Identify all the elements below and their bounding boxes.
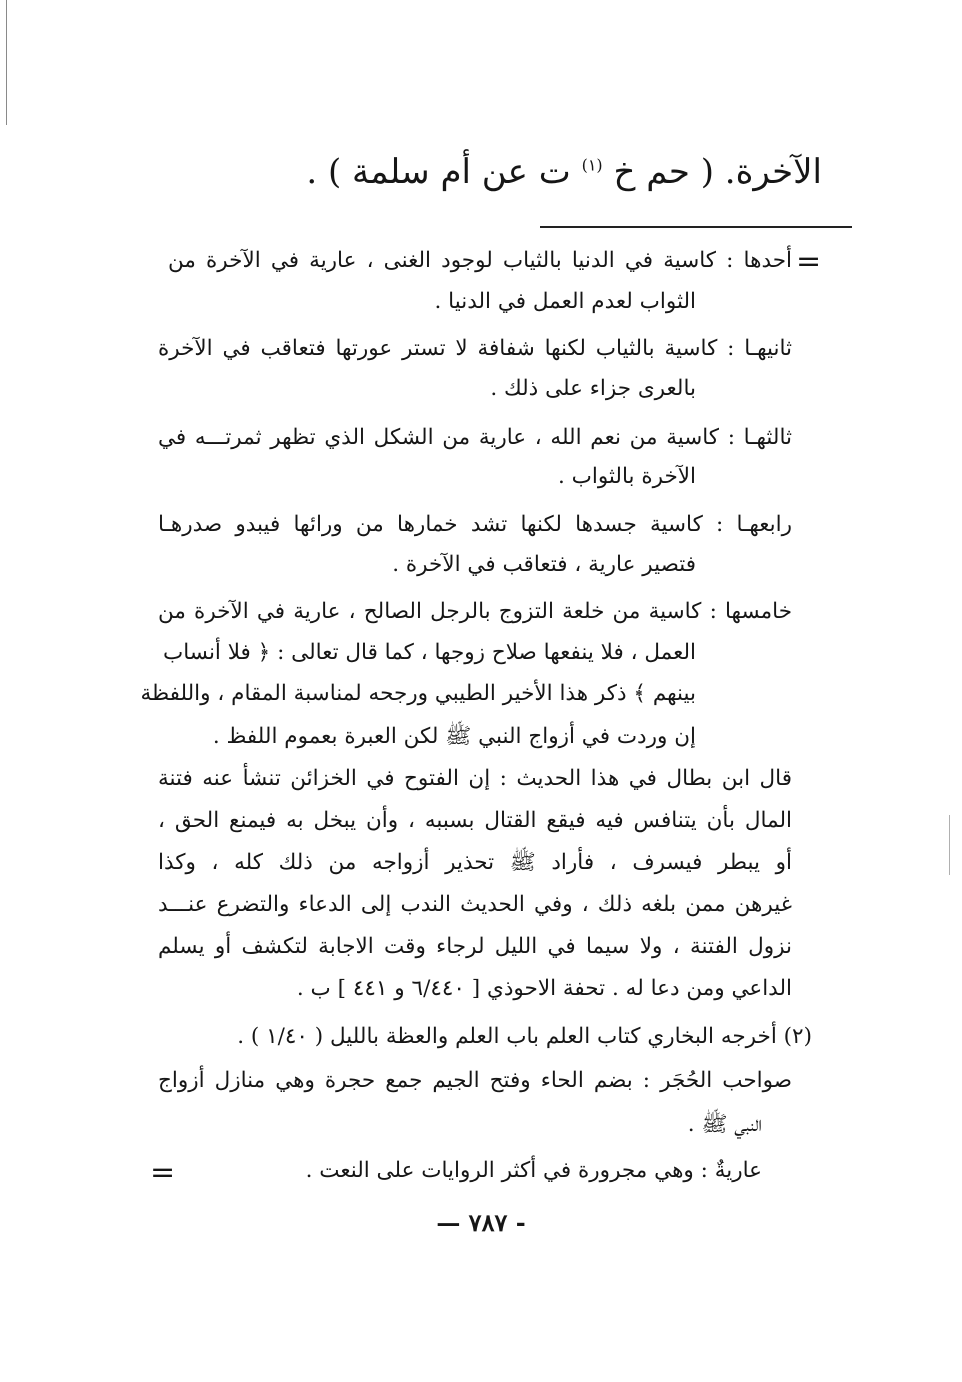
commentary-line: صواحب الحُجَر : بضم الحاء وفتح الجيم جمع حجرة وهي منازل أزواج [158, 1068, 792, 1093]
commentary-line: الثواب لعدم العمل في الدنيا . [434, 289, 696, 314]
commentary-line: خامسها : كاسية من خلعة التزوج بالرجل الصالح ، عارية في الآخرة من [158, 599, 792, 624]
commentary-line: بالعرى جزاء على ذلك . [490, 376, 696, 401]
commentary-line: أو يبطر فيسرف ، فأراد ﷺ تحذير أزواجه من ذلك كله ، وكذا [158, 850, 792, 875]
footnote-mark: (١) [581, 155, 603, 175]
commentary-line: النبي ﷺ . [687, 1112, 762, 1137]
commentary-line: رابعهـا : كاسية جسدها لكنها تشد خمارها من ورائها فيبدو صدرهـا [158, 512, 792, 537]
commentary-line: الآخرة بالثواب . [557, 464, 696, 489]
commentary-line: إن وردت في أزواج النبي ﷺ لكن العبرة بعموم اللفظ . [212, 724, 696, 749]
commentary-line: الداعي ومن دعا له . تحفة الاحوذي [ ٦/٤٤٠ و ٤٤١ ] ب . [296, 976, 792, 1001]
footnote-2: (٢) أخرجه البخاري كتاب العلم باب العلم والعظة بالليل ( ١/٤٠ ) . [237, 1024, 812, 1049]
commentary-line: نزول الفتنة ، ولا سيما في الليل لرجاء وقت الاجابة لتكشف أو يسلم [158, 934, 792, 959]
heading-text-after: ت عن أم سلمة ) . [306, 152, 571, 192]
page-number: — ٧٨٧ - [436, 1208, 526, 1237]
continuation-mark-top: = [796, 244, 822, 279]
commentary-line: المال بأن يتنافس فيه فيقع القتال بسببه ، وأن يبخل به فيمنع الحق ، [158, 808, 792, 833]
scan-edge-mark [949, 815, 950, 875]
continuation-mark-bottom: = [150, 1155, 176, 1190]
commentary-line: ثالثهـا : كاسية من نعم الله ، عارية من الشكل الذي تظهر ثمرتـــه في [158, 425, 792, 450]
footnote-separator [540, 226, 852, 228]
commentary-line: بينهم ﴾ ذكر هذا الأخير الطيبي ورجحه لمناسبة المقام ، واللفظة [140, 681, 696, 706]
commentary-line: فتصير عارية ، فتعاقب في الآخرة . [392, 552, 696, 577]
commentary-line: قال ابن بطال في هذا الحديث : إن الفتوح في الخزائن تنشأ عنه فتنة [158, 766, 792, 791]
commentary-line: أحدها : كاسية في الدنيا بالثياب لوجود الغنى ، عارية في الآخرة من [168, 248, 792, 273]
commentary-line: غيرهن ممن بلغه ذلك ، وفي الحديث الندب إلى الدعاء والتضرع عنـــد [158, 892, 792, 917]
heading-text-before: الآخرة. ( حم خ [613, 152, 822, 192]
commentary-line: العمل ، فلا ينفعها صلاح زوجها ، كما قال تعالى : ﴿ فلا أنساب [162, 640, 696, 665]
commentary-line: عاريةٌ : وهي مجرورة في أكثر الروايات على النعت . [305, 1158, 762, 1183]
scan-edge-line [6, 0, 7, 125]
heading-line [306, 152, 822, 192]
commentary-line: ثانيهـا : كاسية بالثياب لكنها شفافة لا تستر عورتها فتعاقب في الآخرة [158, 336, 792, 361]
